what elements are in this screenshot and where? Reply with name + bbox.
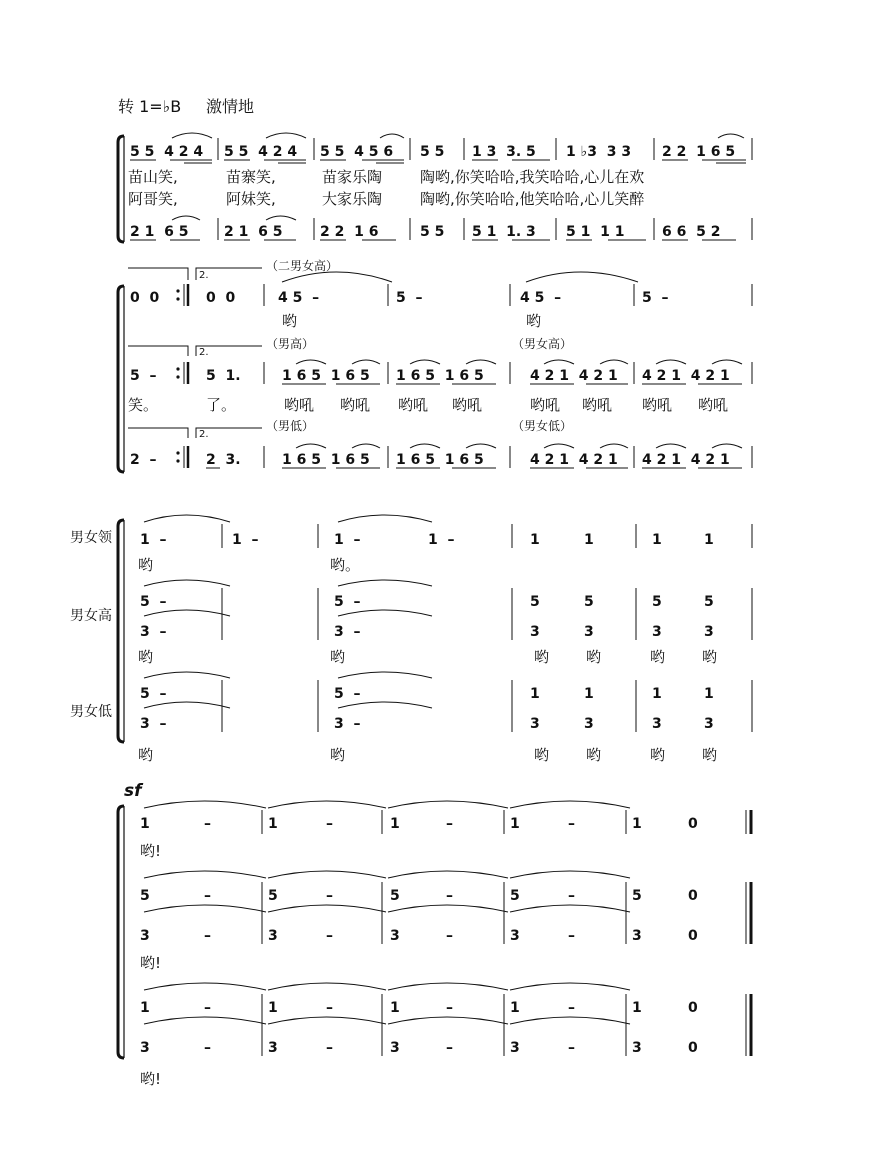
s4-v2-rest: 0 xyxy=(688,888,698,904)
s4-v3-n3: 3 xyxy=(390,928,400,944)
s4-v2-n2: 5 xyxy=(268,888,278,904)
s2-up-m2: 0 0 xyxy=(206,290,236,306)
s3-low-lyric-3: 哟 xyxy=(534,746,550,764)
s1-lyric2-c: 大家乐陶 xyxy=(322,190,383,208)
part-label-low: 男女低 xyxy=(70,704,112,720)
s1-bot-m2: 2 1 6 5 xyxy=(224,224,283,240)
label-nan-nv-gao: （男女高） xyxy=(512,337,573,351)
s1-top-m3: 5 5 4 5 6 xyxy=(320,144,394,160)
s4-v4-n4: 1 xyxy=(510,1000,520,1016)
tempo-mark: 激情地 xyxy=(206,97,255,116)
s4-v1-n2: 1 xyxy=(268,816,278,832)
s2-up-m4: 5 – xyxy=(396,290,423,306)
s4-v1-n4: 1 xyxy=(510,816,520,832)
s2-up-lyric-2: 哟 xyxy=(526,312,542,330)
s4-v3-n5: 3 xyxy=(632,928,642,944)
s4-v4-n3: 1 xyxy=(390,1000,400,1016)
s1-top-m6: 1 ♭3 3 3 xyxy=(566,144,632,160)
s1-bot-m1: 2 1 6 5 xyxy=(130,224,189,240)
s3-lead-lyric-2: 哟。 xyxy=(330,556,361,574)
s4-v2-n5: 5 xyxy=(632,888,642,904)
s4-v3-d4: – xyxy=(568,928,575,944)
s2-up-m6: 5 – xyxy=(642,290,669,306)
s2-mid-lyric-8: 哟吼 xyxy=(582,396,613,414)
s2-up-m5: 4 5 – xyxy=(520,290,562,306)
s2-mid-lyric-3: 哟吼 xyxy=(284,396,315,414)
s4-v1-d1: – xyxy=(204,816,211,832)
s4-lyric-1: 哟! xyxy=(140,842,162,860)
s1-lyric2-d: 陶哟,你笑哈哈,他笑哈哈,心儿笑醉 xyxy=(420,190,645,208)
s4-lyric-3: 哟! xyxy=(140,1070,162,1088)
s4-v2-n3: 5 xyxy=(390,888,400,904)
part-label-lead: 男女领 xyxy=(70,530,112,546)
s4-v5-n1: 3 xyxy=(140,1040,150,1056)
key-change: 转 1=♭B xyxy=(118,97,182,116)
s4-v5-n2: 3 xyxy=(268,1040,278,1056)
s3-low-top-m2: 5 – xyxy=(334,686,361,702)
s1-top-m5: 1 3 3. 5 xyxy=(472,144,536,160)
s3-lead-m4: 1 – xyxy=(428,532,455,548)
s1-bot-m6: 5 1 1 1 xyxy=(566,224,625,240)
s3-low-n2: 1 xyxy=(584,686,594,702)
s3-high-n7: 3 xyxy=(652,624,662,640)
s4-v2-d4: – xyxy=(568,888,575,904)
label-nan-di: （男低） xyxy=(266,419,315,433)
volta-2-top: 2. xyxy=(199,270,209,281)
s3-lead-n2: 1 xyxy=(584,532,594,548)
s3-low-n4: 1 xyxy=(704,686,714,702)
s1-top-m2: 5 5 4 2 4 xyxy=(224,144,298,160)
s2-mid-lyric-9: 哟吼 xyxy=(642,396,673,414)
s2-mid-lyric-4: 哟吼 xyxy=(340,396,371,414)
system-bracket xyxy=(118,520,124,742)
s3-low-n1: 1 xyxy=(530,686,540,702)
s4-v2-d1: – xyxy=(204,888,211,904)
s3-low-lyric-2: 哟 xyxy=(330,746,346,764)
s3-high-lyric-5: 哟 xyxy=(650,648,666,666)
system-4 xyxy=(118,781,751,1088)
system-bracket xyxy=(118,806,124,1058)
s4-v4-n5: 1 xyxy=(632,1000,642,1016)
s3-high-top-m2: 5 – xyxy=(334,594,361,610)
s4-v4-d1: – xyxy=(204,1000,211,1016)
s3-high-n4: 5 xyxy=(704,594,714,610)
s4-v5-d2: – xyxy=(326,1040,333,1056)
s1-lyric1-d: 陶哟,你笑哈哈,我笑哈哈,心儿在欢 xyxy=(420,168,645,186)
dynamic-sf: sf xyxy=(124,781,142,801)
system-bracket xyxy=(118,286,124,472)
s2-low-m3: 1 6 5 1 6 5 xyxy=(282,452,370,468)
s1-bot-m3: 2 2 1 6 xyxy=(320,224,379,240)
s2-mid-lyric-10: 哟吼 xyxy=(698,396,729,414)
system-3 xyxy=(70,515,752,764)
s4-v1-n1: 1 xyxy=(140,816,150,832)
s4-lyric-2: 哟! xyxy=(140,954,162,972)
s4-v3-d1: – xyxy=(204,928,211,944)
s3-high-lyric-2: 哟 xyxy=(330,648,346,666)
s4-v5-d4: – xyxy=(568,1040,575,1056)
s3-low-lyric-6: 哟 xyxy=(702,746,718,764)
s4-v1-d4: – xyxy=(568,816,575,832)
s3-high-bot-m2: 3 – xyxy=(334,624,361,640)
s2-low-m1: 2 – xyxy=(130,452,157,468)
part-label-high: 男女高 xyxy=(70,608,112,624)
s3-high-n6: 3 xyxy=(584,624,594,640)
s1-top-m7: 2 2 1 6 5 xyxy=(662,144,736,160)
s2-mid-m6: 4 2 1 4 2 1 xyxy=(642,368,730,384)
s3-high-n3: 5 xyxy=(652,594,662,610)
s3-lead-n1: 1 xyxy=(530,532,540,548)
s3-high-n2: 5 xyxy=(584,594,594,610)
s3-lead-m1: 1 – xyxy=(140,532,167,548)
s2-up-m3: 4 5 – xyxy=(278,290,320,306)
s3-high-top-m1: 5 – xyxy=(140,594,167,610)
s3-low-n6: 3 xyxy=(584,716,594,732)
s4-v4-d2: – xyxy=(326,1000,333,1016)
s2-low-m5: 4 2 1 4 2 1 xyxy=(530,452,618,468)
volta-2-low: 2. xyxy=(199,429,209,440)
s2-mid-m1: 5 – xyxy=(130,368,157,384)
s4-v2-n4: 5 xyxy=(510,888,520,904)
s3-lead-m2: 1 – xyxy=(232,532,259,548)
s4-v4-d4: – xyxy=(568,1000,575,1016)
s3-low-lyric-4: 哟 xyxy=(586,746,602,764)
s2-mid-lyric-2: 了。 xyxy=(206,396,237,414)
s4-v1-d3: – xyxy=(446,816,453,832)
s3-high-n8: 3 xyxy=(704,624,714,640)
s3-low-n5: 3 xyxy=(530,716,540,732)
s2-mid-m2: 5 1. xyxy=(206,368,241,384)
s3-lead-m3: 1 – xyxy=(334,532,361,548)
s4-v2-n1: 5 xyxy=(140,888,150,904)
s3-high-bot-m1: 3 – xyxy=(140,624,167,640)
s3-low-lyric-5: 哟 xyxy=(650,746,666,764)
s4-v5-n5: 3 xyxy=(632,1040,642,1056)
label-nan-gao: （男高） xyxy=(266,337,315,351)
s4-v3-d2: – xyxy=(326,928,333,944)
s3-high-lyric-3: 哟 xyxy=(534,648,550,666)
s3-high-lyric-4: 哟 xyxy=(586,648,602,666)
s3-low-bot-m1: 3 – xyxy=(140,716,167,732)
s4-v2-d3: – xyxy=(446,888,453,904)
s4-v5-n3: 3 xyxy=(390,1040,400,1056)
s4-v5-n4: 3 xyxy=(510,1040,520,1056)
s4-v1-rest: 0 xyxy=(688,816,698,832)
s2-mid-m5: 4 2 1 4 2 1 xyxy=(530,368,618,384)
s3-lead-n3: 1 xyxy=(652,532,662,548)
s4-v4-n2: 1 xyxy=(268,1000,278,1016)
s2-up-lyric-1: 哟 xyxy=(282,312,298,330)
s2-mid-lyric-5: 哟吼 xyxy=(398,396,429,414)
s4-v4-rest: 0 xyxy=(688,1000,698,1016)
system-bracket xyxy=(118,136,124,242)
s3-high-lyric-6: 哟 xyxy=(702,648,718,666)
s4-v1-n3: 1 xyxy=(390,816,400,832)
volta-2-mid: 2. xyxy=(199,347,209,358)
s3-high-lyric-1: 哟 xyxy=(138,648,154,666)
s1-lyric2-b: 阿妹笑, xyxy=(226,190,276,208)
s2-mid-m3: 1 6 5 1 6 5 xyxy=(282,368,370,384)
s4-v4-d3: – xyxy=(446,1000,453,1016)
s2-mid-lyric-6: 哟吼 xyxy=(452,396,483,414)
s3-lead-n4: 1 xyxy=(704,532,714,548)
s2-low-m2: 2 3. xyxy=(206,452,241,468)
s1-lyric1-a: 苗山笑, xyxy=(128,168,178,186)
s4-v3-n4: 3 xyxy=(510,928,520,944)
s3-low-n7: 3 xyxy=(652,716,662,732)
s2-low-m4: 1 6 5 1 6 5 xyxy=(396,452,484,468)
s4-v3-rest: 0 xyxy=(688,928,698,944)
s4-v1-d2: – xyxy=(326,816,333,832)
s2-mid-lyric-7: 哟吼 xyxy=(530,396,561,414)
system-1 xyxy=(118,133,752,242)
s4-v3-d3: – xyxy=(446,928,453,944)
s1-top-m4: 5 5 xyxy=(420,144,445,160)
s1-top-m1: 5 5 4 2 4 xyxy=(130,144,204,160)
s2-mid-m4: 1 6 5 1 6 5 xyxy=(396,368,484,384)
s1-bot-m7: 6 6 5 2 xyxy=(662,224,721,240)
s3-high-n5: 3 xyxy=(530,624,540,640)
s2-low-m6: 4 2 1 4 2 1 xyxy=(642,452,730,468)
label-er-nan-nv-gao: （二男女高） xyxy=(266,259,339,273)
s3-low-top-m1: 5 – xyxy=(140,686,167,702)
system-2 xyxy=(118,258,752,472)
s1-bot-m4: 5 5 xyxy=(420,224,445,240)
s2-up-m1: 0 0 xyxy=(130,290,160,306)
s3-low-bot-m2: 3 – xyxy=(334,716,361,732)
s4-v5-d3: – xyxy=(446,1040,453,1056)
s4-v5-d1: – xyxy=(204,1040,211,1056)
s4-v3-n2: 3 xyxy=(268,928,278,944)
s4-v3-n1: 3 xyxy=(140,928,150,944)
label-nan-nv-di: （男女低） xyxy=(512,419,573,433)
s3-low-n8: 3 xyxy=(704,716,714,732)
s3-high-n1: 5 xyxy=(530,594,540,610)
s1-lyric2-a: 阿哥笑, xyxy=(128,190,178,208)
s4-v2-d2: – xyxy=(326,888,333,904)
s4-v1-n5: 1 xyxy=(632,816,642,832)
s2-mid-lyric-1: 笑。 xyxy=(128,396,159,414)
s1-lyric1-b: 苗寨笑, xyxy=(226,168,276,186)
s3-low-lyric-1: 哟 xyxy=(138,746,154,764)
s1-bot-m5: 5 1 1. 3 xyxy=(472,224,536,240)
s4-v4-n1: 1 xyxy=(140,1000,150,1016)
s3-lead-lyric-1: 哟 xyxy=(138,556,154,574)
s3-low-n3: 1 xyxy=(652,686,662,702)
s4-v5-rest: 0 xyxy=(688,1040,698,1056)
s1-lyric1-c: 苗家乐陶 xyxy=(322,168,383,186)
